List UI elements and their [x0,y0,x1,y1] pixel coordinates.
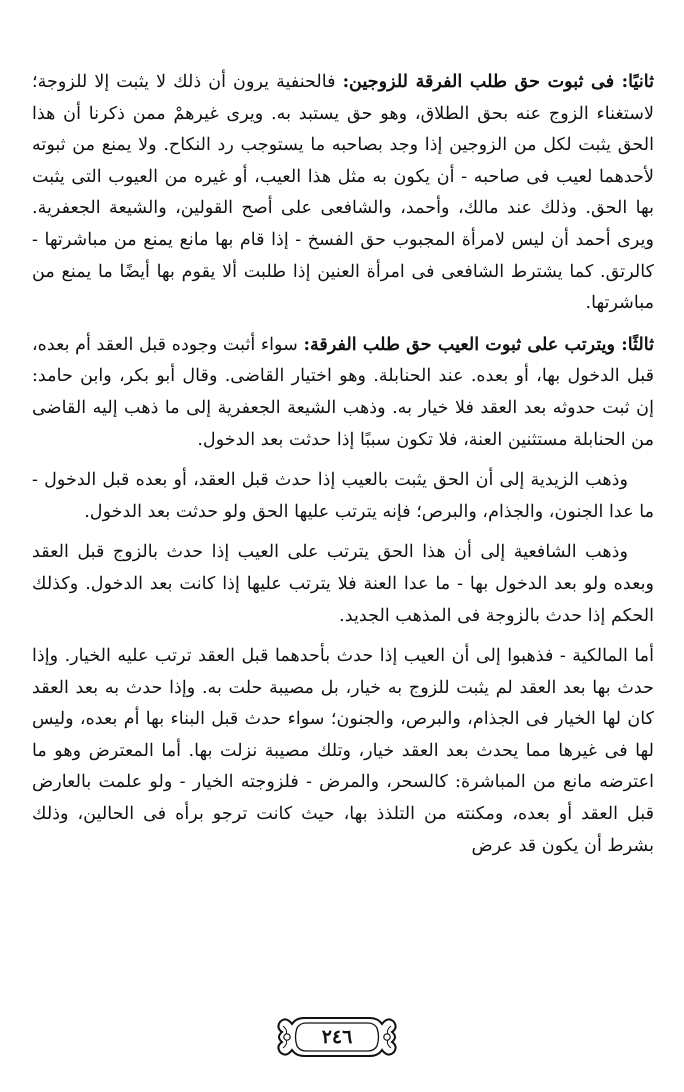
paragraph-lead-heading: ثالثًا: ويترتب على ثبوت العيب حق طلب الفرقة: [303,333,654,355]
paragraph-husband-wife-separation-right [32,66,654,320]
paragraph-lead-heading: ثانيًا: فى ثبوت حق طلب الفرقة للزوجين: [342,71,654,92]
paragraph-text: وذهب الزيدية إلى أن الحق يثبت بالعيب إذا حدث قبل العقد، أو بعده قبل الدخول - ما عدا الجنون، والجذام، والبرص؛ فإنه يترتب عليها الحق ولو حدثت بعد الدخول. [32,470,654,522]
page-number: ٢٤٦ [321,1026,353,1048]
paragraph-text: وذهب الشافعية إلى أن هذا الحق يترتب على العيب إذا حدث بالزوج قبل العقد وبعده ولو بعد الدخول بها - ما عدا العنة فلا يترتب عليها إذا كانت بعد الدخول. وكذلك الحكم إذا حدث بالزوجة فى المذهب الجديد. [32,542,654,626]
paragraph-shafii-view [32,537,654,632]
paragraph-zaydiyya-view [32,465,654,528]
page-number-ornament [274,1012,400,1062]
page-body [32,66,654,862]
paragraph-maliki-view [32,641,654,862]
paragraph-text: سواء أثبت وجوده قبل العقد أم بعده، قبل الدخول بها، أو بعده. عند الحنابلة. وهو اختيار القاضى. وقال أبو بكر، وابن حامد: إن ثبت حدوثه بعد العقد فلا خيار به. وذهب الشيعة الجعفرية إلى ما ذهب إليه القاضى من الحنابلة مستثنين العنة، فلا تكون سببًا إذا حدثت بعد الدخول. [32,334,654,450]
paragraph-text: فالحنفية يرون أن ذلك لا يثبت إلا للزوجة؛ لاستغناء الزوج عنه بحق الطلاق، وهو حق يستبد به. ويرى غيرهمْ ممن ذكرنا أن هذا الحق يثبت لكل من الزوجين إذا وجد بصاحبه ما يستوجب رد النكاح. ولا يمنع من ثبوته لأحدهما لعيب فى صاحبه - أن يكون به مثل هذا العيب، أو غيره من العيوب التى يثبت بها الحق. وذلك عند مالك، وأحمد، والشافعى على أصح القولين، والشيعة الجعفرية. ويرى أحمد أن ليس لامرأة المجبوب حق الفسخ - إذا قام بها مانع يمنع من مباشرتها - كالرتق. كما يشترط الشافعى فى امرأة العنين إذا طلبت ألا يقوم بها أيضًا ما يمنع من مباشرتها. [32,72,654,314]
paragraph-defect-timing [32,329,654,456]
paragraph-text: أما المالكية - فذهبوا إلى أن العيب إذا حدث بأحدهما قبل العقد ترتب عليه الخيار. وإذا حدث بها بعد العقد لم يثبت للزوج به خيار، بل مصيبة حلت به. وإذا حدث به بعد العقد كان لها الخيار فى الجذام، والبرص، والجنون؛ سواء حدث قبل البناء بها أم بعده، وليس لها فى غيرها مما يحدث بعد العقد خيار، وتلك مصيبة نزلت بها. أما المعترض وهو ما اعترضه مانع من المباشرة: كالسحر، والمرض - فلزوجته الخيار - ولو علمت بالعارض قبل العقد أو بعده، ومكنته من التلذذ بها، حيث كانت ترجو برأه فى الحالين، وذلك بشرط أن يكون قد عرض [32,646,654,856]
